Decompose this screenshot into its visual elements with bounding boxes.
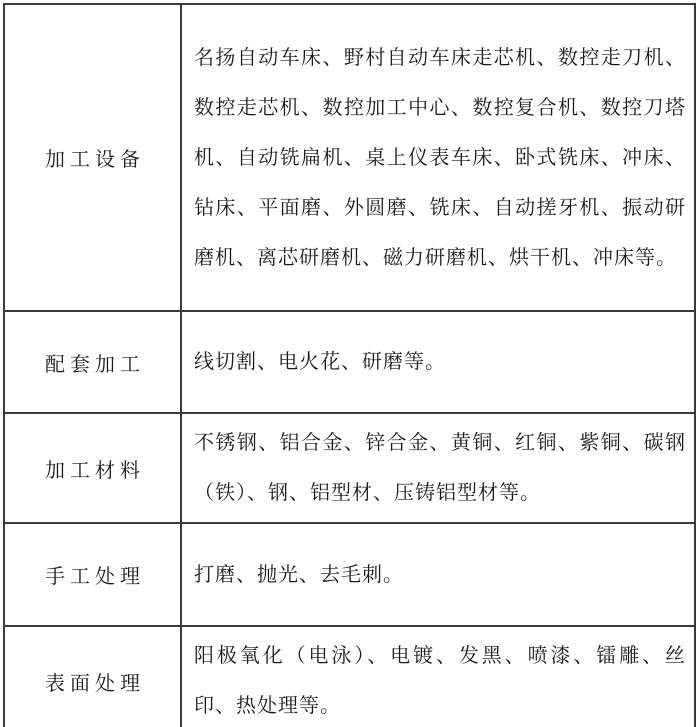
row-content: 阳极氧化（电泳）、电镀、发黑、喷漆、镭雕、丝印、热处理等。	[181, 626, 695, 727]
row-content: 打磨、抛光、去毛刺。	[181, 523, 695, 626]
table-row-manual-processing	[4, 523, 695, 626]
row-content: 不锈钢、铝合金、锌合金、黄铜、红铜、紫铜、碳钢（铁）、钢、铝型材、压铸铝型材等。	[181, 413, 695, 523]
row-label: 配套加工	[4, 311, 181, 413]
spec-table	[3, 3, 696, 727]
table-row-supporting-processing	[4, 311, 695, 413]
row-label: 加工材料	[4, 413, 181, 523]
row-content: 名扬自动车床、野村自动车床走芯机、数控走刀机、数控走芯机、数控加工中心、数控复合机、数控刀塔机、自动铣扁机、桌上仪表车床、卧式铣床、冲床、钻床、平面磨、外圆磨、铣床、自动搓牙机、振动研磨机、离芯研磨机、磁力研磨机、烘干机、冲床等。	[181, 4, 695, 311]
table-row-processing-materials	[4, 413, 695, 523]
row-label: 加工设备	[4, 4, 181, 311]
row-content: 线切割、电火花、研磨等。	[181, 311, 695, 413]
table-row-processing-equipment	[4, 4, 695, 311]
table-row-surface-treatment	[4, 626, 695, 727]
row-label: 手工处理	[4, 523, 181, 626]
row-label: 表面处理	[4, 626, 181, 727]
